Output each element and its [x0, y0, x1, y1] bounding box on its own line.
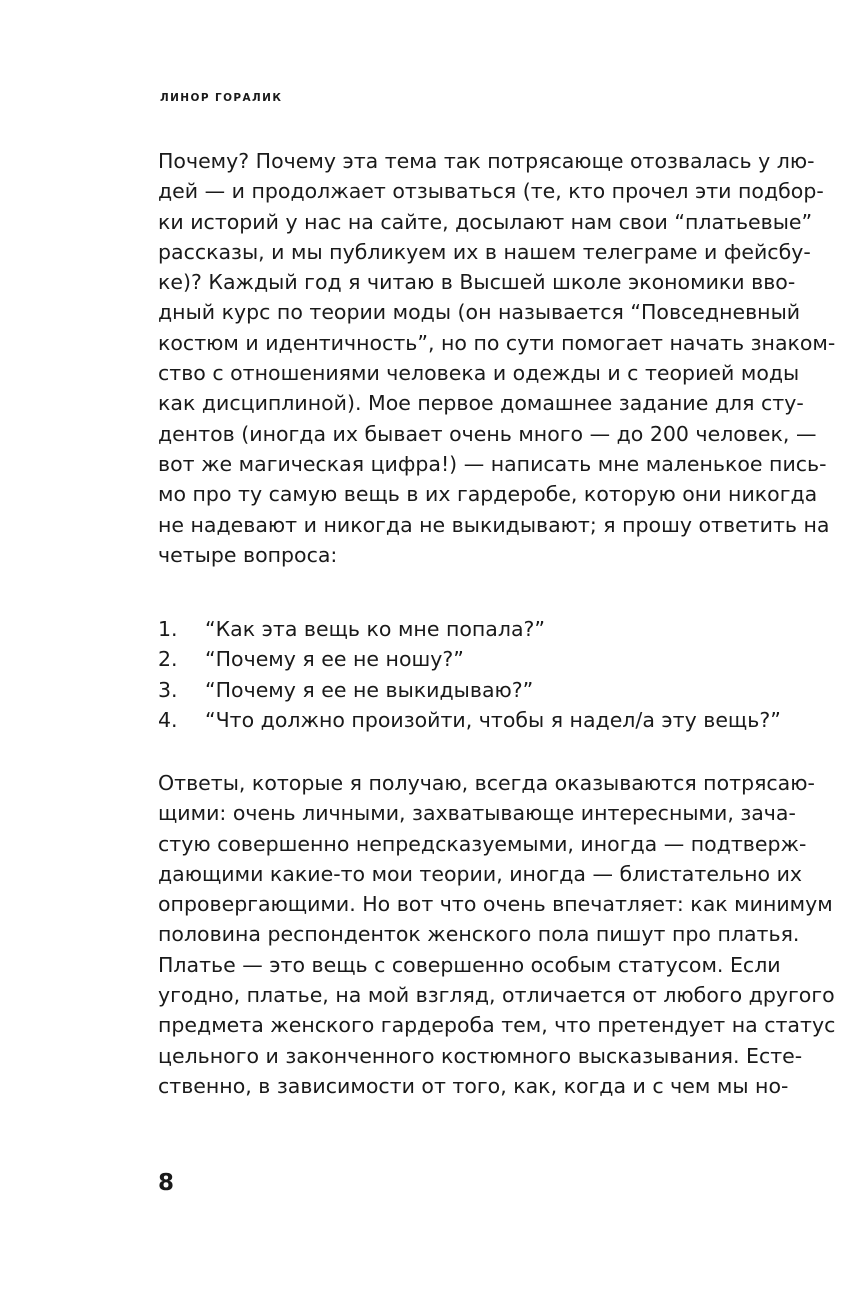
list-item: [158, 614, 758, 644]
text-line: Почему? Почему эта тема так потрясающе отозвалась у лю-: [158, 149, 815, 173]
text-line: рассказы, и мы публикуем их в нашем телеграме и фейсбу-: [158, 239, 811, 264]
list-item: [158, 675, 758, 705]
list-number: 1.: [158, 617, 178, 641]
paragraph-answers: [158, 768, 836, 1101]
text-line: мо про ту самую вещь в их гардеробе, которую они никогда: [158, 482, 818, 507]
text-line: вот же магическая цифра!) — написать мне маленькое пись-: [158, 451, 827, 476]
text-line: опровергающими. Но вот что очень впечатляет: как минимум: [158, 892, 833, 917]
list-item: [158, 644, 758, 674]
text-line: ки историй у нас на сайте, досылают нам свои “платьевые”: [158, 209, 813, 234]
list-text: “Почему я ее не ношу?”: [205, 647, 464, 672]
text-line: не надевают и никогда не выкидывают; я прошу ответить на: [158, 512, 830, 537]
text-line: костюм и идентичность”, но по сути помогает начать знаком-: [158, 330, 836, 355]
running-head: ЛИНОР ГОРАЛИК: [160, 92, 283, 104]
text-line: стую совершенно непредсказуемыми, иногда — подтверж-: [158, 831, 807, 856]
text-line: дей — и продолжает отзываться (те, кто прочел эти подбор-: [158, 179, 824, 204]
text-line: дный курс по теории моды (он называется “Повседневный: [158, 300, 801, 325]
questions-list: [158, 614, 781, 735]
text-line: ство с отношениями человека и одежды и с теорией моды: [158, 361, 800, 386]
text-line: ственно, в зависимости от того, как, когда и с чем мы но-: [158, 1073, 789, 1098]
list-text: “Как эта вещь ко мне попала?”: [205, 617, 546, 641]
text-line: четыре вопроса:: [158, 542, 338, 567]
text-line: щими: очень личными, захватывающе интересными, зача-: [158, 801, 796, 826]
text-line: дентов (иногда их бывает очень много — до 200 человек, —: [158, 421, 817, 446]
list-number: 4.: [158, 707, 178, 732]
page-number: 8: [158, 1170, 175, 1196]
list-number: 3.: [158, 677, 178, 702]
list-item: [158, 705, 781, 735]
text-line: Ответы, которые я получаю, всегда оказываются потрясаю-: [158, 771, 815, 795]
list-text: “Почему я ее не выкидываю?”: [205, 677, 534, 702]
text-line: половина респонденток женского пола пишут про платья.: [158, 922, 800, 947]
text-line: ке)? Каждый год я читаю в Высшей школе экономики вво-: [158, 270, 796, 295]
text-line: предмета женского гардероба тем, что претендует на статус: [158, 1013, 836, 1038]
text-line: Платье — это вещь с совершенно особым статусом. Если: [158, 952, 781, 977]
list-number: 2.: [158, 647, 178, 672]
text-line: дающими какие-то мои теории, иногда — блистательно их: [158, 861, 803, 886]
text-line: как дисциплиной). Мое первое домашнее задание для сту-: [158, 391, 804, 416]
paragraph-intro: [158, 146, 836, 570]
list-text: “Что должно произойти, чтобы я надел/а эту вещь?”: [205, 707, 781, 732]
text-line: угодно, платье, на мой взгляд, отличается от любого другого: [158, 983, 835, 1008]
text-line: цельного и законченного костюмного высказывания. Есте-: [158, 1043, 803, 1068]
